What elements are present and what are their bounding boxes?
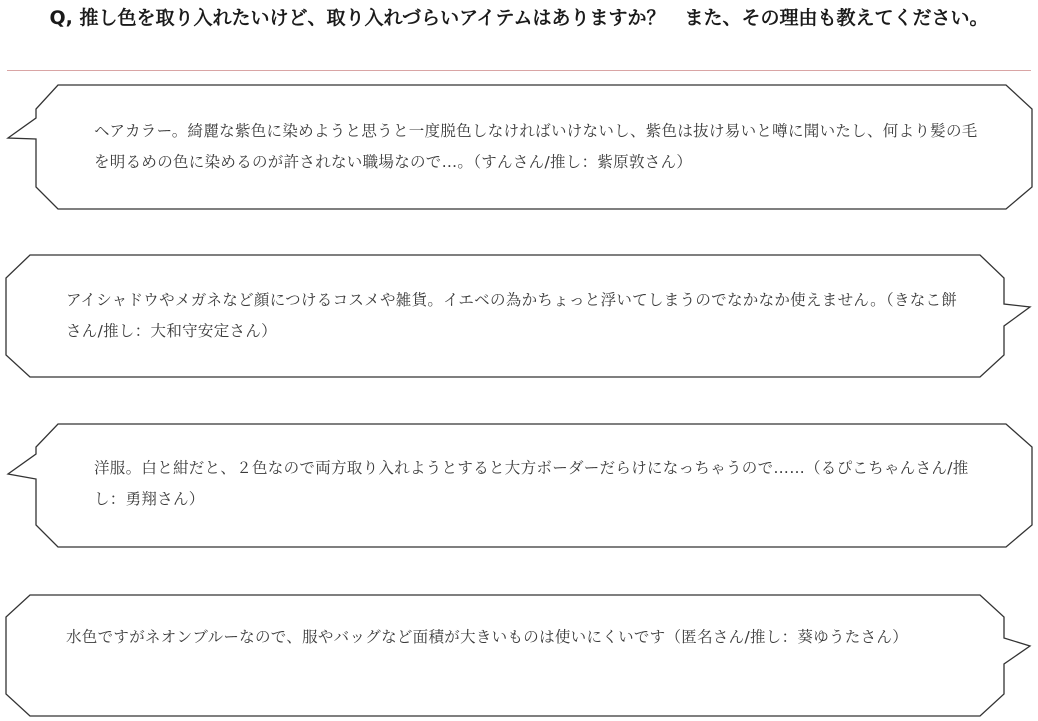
speech-bubble-outline xyxy=(0,594,1038,718)
answer-text: 水色ですがネオンブルーなので、服やバッグなど面積が大きいものは使いにくいです（匿名さん/推し：葵ゆうたさん） xyxy=(66,628,908,646)
question-heading: Q, 推し色を取り入れたいけど、取り入れづらいアイテムはありますか？ また、その理由も教えてください。 xyxy=(49,7,989,29)
speech-bubble-1 xyxy=(0,84,1038,211)
divider xyxy=(7,70,1031,71)
answer-text: アイシャドウやメガネなど顔につけるコスメや雑貨。イエベの為かちょっと浮いてしまうのでなかなか使えません。（きなこ餅さん/推し：大和守安定さん） xyxy=(66,291,958,340)
answer-text: ヘアカラー。綺麗な紫色に染めようと思うと一度脱色しなければいけないし、紫色は抜け易いと噂に聞いたし、何より髪の毛を明るめの色に染めるのが許されない職場なので…。（すんさん/推し：紫原敦さん） xyxy=(94,122,978,171)
speech-bubble-4 xyxy=(0,594,1038,718)
speech-bubble-2 xyxy=(0,254,1038,378)
answer-text: 洋服。白と紺だと、２色なので両方取り入れようとすると大方ボーダーだらけになっちゃうので……（るぴこちゃんさん/推し：勇翔さん） xyxy=(94,459,969,508)
speech-bubble-3 xyxy=(0,423,1038,549)
